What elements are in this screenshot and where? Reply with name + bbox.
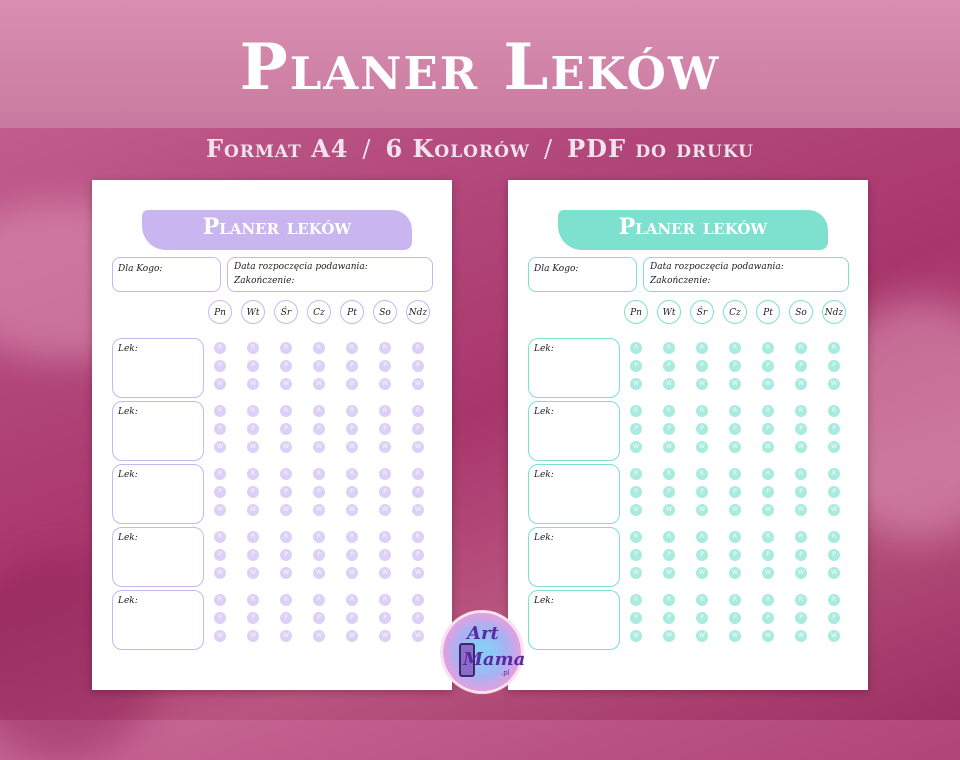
medication-label: Lek: — [118, 407, 138, 417]
dose-dot: R — [729, 468, 741, 480]
dose-dot: W — [313, 504, 325, 516]
dose-dot: R — [762, 342, 774, 354]
dose-dot: R — [280, 594, 292, 606]
dose-dot: W — [663, 378, 675, 390]
dose-dot: R — [795, 468, 807, 480]
dose-dot: W — [313, 441, 325, 453]
dose-dot: W — [214, 378, 226, 390]
dose-dot: R — [280, 531, 292, 543]
day-circle: Wt — [241, 300, 265, 324]
dose-dot: P — [630, 486, 642, 498]
dose-dot: P — [630, 549, 642, 561]
dose-dot: P — [762, 486, 774, 498]
dose-dot: W — [729, 504, 741, 516]
dose-dot: W — [412, 441, 424, 453]
dose-dot: R — [630, 594, 642, 606]
dose-dot: W — [663, 441, 675, 453]
dose-dot: P — [795, 486, 807, 498]
dose-dot: R — [247, 594, 259, 606]
dose-dot: P — [762, 549, 774, 561]
dose-dot: R — [762, 468, 774, 480]
start-date-label: Data rozpoczęcia podawania: — [234, 262, 368, 272]
for-whom-label: Dla Kogo: — [534, 264, 579, 274]
dose-dot: P — [346, 486, 358, 498]
dose-dot: P — [412, 486, 424, 498]
dose-dot: R — [313, 594, 325, 606]
dose-dot: P — [828, 423, 840, 435]
dose-dot: R — [630, 531, 642, 543]
dose-dot: P — [663, 486, 675, 498]
for-whom-label: Dla Kogo: — [118, 264, 163, 274]
dose-dot: P — [729, 486, 741, 498]
dose-dot: W — [280, 504, 292, 516]
sheet-title: Planer leków — [618, 214, 768, 240]
medication-box — [112, 464, 204, 524]
dose-dot: W — [729, 567, 741, 579]
dose-dot: P — [828, 549, 840, 561]
dose-dot: R — [280, 342, 292, 354]
dose-dot: R — [247, 405, 259, 417]
medication-label: Lek: — [118, 596, 138, 606]
dose-dot: W — [762, 378, 774, 390]
dose-dot: W — [630, 630, 642, 642]
dose-dot: R — [214, 468, 226, 480]
dose-dot: P — [412, 360, 424, 372]
for-whom-box — [528, 257, 637, 292]
dose-dot: P — [795, 612, 807, 624]
planner-sheet-mint — [508, 180, 868, 690]
subtitle-format: Format A4 — [206, 134, 349, 163]
dose-dot: W — [313, 567, 325, 579]
day-circle: So — [373, 300, 397, 324]
dose-dot: P — [379, 549, 391, 561]
dose-dot: W — [379, 441, 391, 453]
dose-dot: R — [729, 405, 741, 417]
dose-dot: R — [412, 468, 424, 480]
medication-label: Lek: — [118, 344, 138, 354]
dose-dot: W — [313, 378, 325, 390]
dose-dot: W — [346, 378, 358, 390]
medication-label: Lek: — [534, 344, 554, 354]
dose-dot: R — [663, 342, 675, 354]
dose-dot: P — [630, 423, 642, 435]
dose-dot: R — [762, 405, 774, 417]
dose-dot: P — [696, 486, 708, 498]
dose-dot: P — [379, 486, 391, 498]
dose-dot: P — [630, 612, 642, 624]
dose-dot: W — [247, 567, 259, 579]
dose-dot: W — [696, 504, 708, 516]
dose-dot: P — [696, 423, 708, 435]
medication-box — [528, 401, 620, 461]
dose-dot: R — [729, 594, 741, 606]
dose-dot: R — [346, 468, 358, 480]
day-circle: Pt — [756, 300, 780, 324]
dose-dot: W — [379, 567, 391, 579]
subtitle-pdf: PDF do druku — [567, 134, 754, 163]
dose-dot: W — [412, 504, 424, 516]
dose-dot: W — [412, 630, 424, 642]
dose-dot: W — [214, 630, 226, 642]
dose-dot: R — [630, 342, 642, 354]
dose-dot: R — [762, 594, 774, 606]
dose-dot: W — [828, 441, 840, 453]
dose-dot: R — [313, 342, 325, 354]
dose-dot: W — [412, 378, 424, 390]
day-circle: Cz — [307, 300, 331, 324]
dose-dot: W — [696, 567, 708, 579]
dose-dot: P — [762, 423, 774, 435]
medication-box — [528, 464, 620, 524]
dose-dot: R — [214, 531, 226, 543]
dose-dot: P — [214, 423, 226, 435]
dose-dot: P — [313, 612, 325, 624]
dose-dot: W — [795, 504, 807, 516]
dose-dot: P — [412, 612, 424, 624]
day-circle: Pn — [624, 300, 648, 324]
dose-dot: R — [379, 594, 391, 606]
dose-dot: P — [313, 423, 325, 435]
dose-dot: P — [214, 612, 226, 624]
dose-dot: R — [696, 342, 708, 354]
dose-dot: R — [828, 468, 840, 480]
dose-dot: R — [630, 405, 642, 417]
dose-dot: P — [214, 549, 226, 561]
dose-dot: P — [663, 612, 675, 624]
dose-dot: P — [828, 486, 840, 498]
dose-dot: P — [630, 360, 642, 372]
dose-dot: P — [346, 423, 358, 435]
dose-dot: W — [379, 378, 391, 390]
dose-dot: W — [729, 378, 741, 390]
end-date-label: Zakończenie: — [234, 276, 295, 286]
dose-dot: P — [214, 486, 226, 498]
medication-box — [112, 527, 204, 587]
dose-dot: R — [412, 531, 424, 543]
dose-dot: W — [630, 378, 642, 390]
dose-dot: W — [630, 567, 642, 579]
dose-dot: P — [412, 549, 424, 561]
dose-dot: W — [795, 378, 807, 390]
medication-label: Lek: — [534, 470, 554, 480]
dose-dot: R — [762, 531, 774, 543]
subtitle-colors: 6 Kolorów — [385, 134, 531, 163]
for-whom-box — [112, 257, 221, 292]
dose-dot: R — [214, 342, 226, 354]
dose-dot: P — [379, 423, 391, 435]
dose-dot: R — [663, 468, 675, 480]
dose-dot: W — [280, 378, 292, 390]
dose-dot: P — [247, 360, 259, 372]
dose-dot: W — [762, 504, 774, 516]
dose-dot: W — [346, 567, 358, 579]
dose-dot: R — [214, 405, 226, 417]
dose-dot: W — [214, 567, 226, 579]
dose-dot: W — [247, 378, 259, 390]
dose-dot: P — [696, 360, 708, 372]
dose-dot: P — [280, 612, 292, 624]
day-circle: So — [789, 300, 813, 324]
dose-dot: P — [313, 360, 325, 372]
dose-dot: W — [280, 441, 292, 453]
dose-dot: R — [280, 468, 292, 480]
dose-dot: R — [696, 594, 708, 606]
dose-dot: W — [247, 441, 259, 453]
dose-dot: R — [828, 531, 840, 543]
dose-dot: P — [795, 549, 807, 561]
medication-box — [112, 338, 204, 398]
dose-dot: W — [247, 630, 259, 642]
dose-dot: W — [729, 441, 741, 453]
dose-dot: W — [379, 630, 391, 642]
dose-dot: P — [247, 549, 259, 561]
dose-dot: R — [379, 531, 391, 543]
dose-dot: R — [729, 531, 741, 543]
medication-label: Lek: — [534, 533, 554, 543]
sheet-title: Planer leków — [202, 214, 352, 240]
dose-dot: P — [663, 423, 675, 435]
dates-box — [227, 257, 433, 292]
dose-dot: W — [762, 567, 774, 579]
dose-dot: P — [247, 423, 259, 435]
dose-dot: P — [280, 486, 292, 498]
dose-dot: W — [346, 630, 358, 642]
dose-dot: W — [828, 378, 840, 390]
medication-label: Lek: — [534, 407, 554, 417]
dose-dot: R — [828, 594, 840, 606]
dose-dot: R — [630, 468, 642, 480]
dose-dot: R — [729, 342, 741, 354]
dose-dot: W — [630, 504, 642, 516]
dose-dot: R — [795, 405, 807, 417]
dose-dot: W — [762, 630, 774, 642]
start-date-label: Data rozpoczęcia podawania: — [650, 262, 784, 272]
dose-dot: R — [247, 468, 259, 480]
day-circle: Ndz — [406, 300, 430, 324]
dose-dot: R — [412, 342, 424, 354]
dose-dot: R — [412, 405, 424, 417]
dose-dot: R — [663, 405, 675, 417]
dose-dot: W — [663, 567, 675, 579]
medication-box — [528, 590, 620, 650]
dose-dot: P — [828, 612, 840, 624]
dose-dot: P — [313, 549, 325, 561]
dose-dot: P — [828, 360, 840, 372]
dose-dot: R — [214, 594, 226, 606]
dose-dot: P — [247, 486, 259, 498]
dose-dot: P — [346, 612, 358, 624]
dose-dot: R — [313, 531, 325, 543]
dose-dot: W — [828, 567, 840, 579]
dose-dot: W — [214, 441, 226, 453]
day-circle: Pt — [340, 300, 364, 324]
dose-dot: P — [346, 360, 358, 372]
medication-box — [112, 590, 204, 650]
dose-dot: R — [663, 531, 675, 543]
subtitle — [0, 134, 960, 163]
dose-dot: W — [346, 504, 358, 516]
dose-dot: P — [696, 549, 708, 561]
day-circle: Śr — [690, 300, 714, 324]
day-circle: Pn — [208, 300, 232, 324]
dose-dot: W — [762, 441, 774, 453]
day-circle: Śr — [274, 300, 298, 324]
subtitle-separator: / — [544, 135, 554, 163]
artmama-logo — [443, 613, 526, 691]
dose-dot: R — [379, 342, 391, 354]
medication-box — [528, 338, 620, 398]
dose-dot: P — [795, 360, 807, 372]
logo-text-mama: Mama — [463, 649, 526, 670]
dose-dot: W — [346, 441, 358, 453]
dose-dot: W — [696, 378, 708, 390]
dose-dot: P — [762, 612, 774, 624]
dose-dot: W — [280, 630, 292, 642]
dose-dot: P — [729, 360, 741, 372]
dose-dot: W — [696, 630, 708, 642]
dose-dot: R — [346, 594, 358, 606]
medication-label: Lek: — [118, 470, 138, 480]
medication-box — [112, 401, 204, 461]
dose-dot: W — [828, 504, 840, 516]
dose-dot: W — [696, 441, 708, 453]
dose-dot: R — [379, 405, 391, 417]
dose-dot: R — [828, 405, 840, 417]
medication-label: Lek: — [118, 533, 138, 543]
dose-dot: P — [346, 549, 358, 561]
dose-dot: R — [280, 405, 292, 417]
header-banner — [0, 0, 960, 128]
dose-dot: R — [346, 342, 358, 354]
dose-dot: W — [729, 630, 741, 642]
day-circle: Cz — [723, 300, 747, 324]
dose-dot: R — [795, 594, 807, 606]
dose-dot: P — [729, 549, 741, 561]
dose-dot: R — [346, 531, 358, 543]
end-date-label: Zakończenie: — [650, 276, 711, 286]
dose-dot: W — [795, 567, 807, 579]
dose-dot: R — [247, 531, 259, 543]
dose-dot: R — [412, 594, 424, 606]
dose-dot: P — [313, 486, 325, 498]
dose-dot: R — [828, 342, 840, 354]
dose-dot: W — [247, 504, 259, 516]
dose-dot: P — [247, 612, 259, 624]
main-title: Planer Leków — [239, 30, 721, 105]
logo-text-art: Art — [467, 623, 499, 644]
dose-dot: R — [247, 342, 259, 354]
logo-text-suffix: .pl — [501, 669, 510, 677]
dose-dot: R — [795, 531, 807, 543]
dose-dot: P — [663, 549, 675, 561]
dose-dot: R — [663, 594, 675, 606]
dose-dot: R — [696, 405, 708, 417]
dose-dot: P — [379, 360, 391, 372]
dose-dot: P — [412, 423, 424, 435]
dose-dot: W — [214, 504, 226, 516]
subtitle-separator: / — [362, 135, 372, 163]
dose-dot: P — [280, 423, 292, 435]
dose-dot: P — [280, 360, 292, 372]
dose-dot: R — [696, 468, 708, 480]
day-circle: Wt — [657, 300, 681, 324]
dose-dot: P — [214, 360, 226, 372]
dose-dot: R — [379, 468, 391, 480]
dose-dot: W — [280, 567, 292, 579]
dose-dot: P — [729, 423, 741, 435]
dose-dot: W — [379, 504, 391, 516]
dose-dot: W — [828, 630, 840, 642]
dose-dot: R — [313, 405, 325, 417]
planner-sheet-lavender — [92, 180, 452, 690]
dose-dot: W — [795, 630, 807, 642]
dose-dot: P — [280, 549, 292, 561]
dose-dot: P — [379, 612, 391, 624]
dates-box — [643, 257, 849, 292]
dose-dot: W — [412, 567, 424, 579]
medication-label: Lek: — [534, 596, 554, 606]
dose-dot: P — [696, 612, 708, 624]
dose-dot: P — [663, 360, 675, 372]
medication-box — [528, 527, 620, 587]
dose-dot: W — [663, 504, 675, 516]
dose-dot: P — [795, 423, 807, 435]
dose-dot: R — [795, 342, 807, 354]
dose-dot: W — [663, 630, 675, 642]
dose-dot: R — [346, 405, 358, 417]
dose-dot: W — [795, 441, 807, 453]
dose-dot: W — [630, 441, 642, 453]
dose-dot: R — [696, 531, 708, 543]
dose-dot: R — [313, 468, 325, 480]
day-circle: Ndz — [822, 300, 846, 324]
dose-dot: P — [762, 360, 774, 372]
dose-dot: P — [729, 612, 741, 624]
dose-dot: W — [313, 630, 325, 642]
